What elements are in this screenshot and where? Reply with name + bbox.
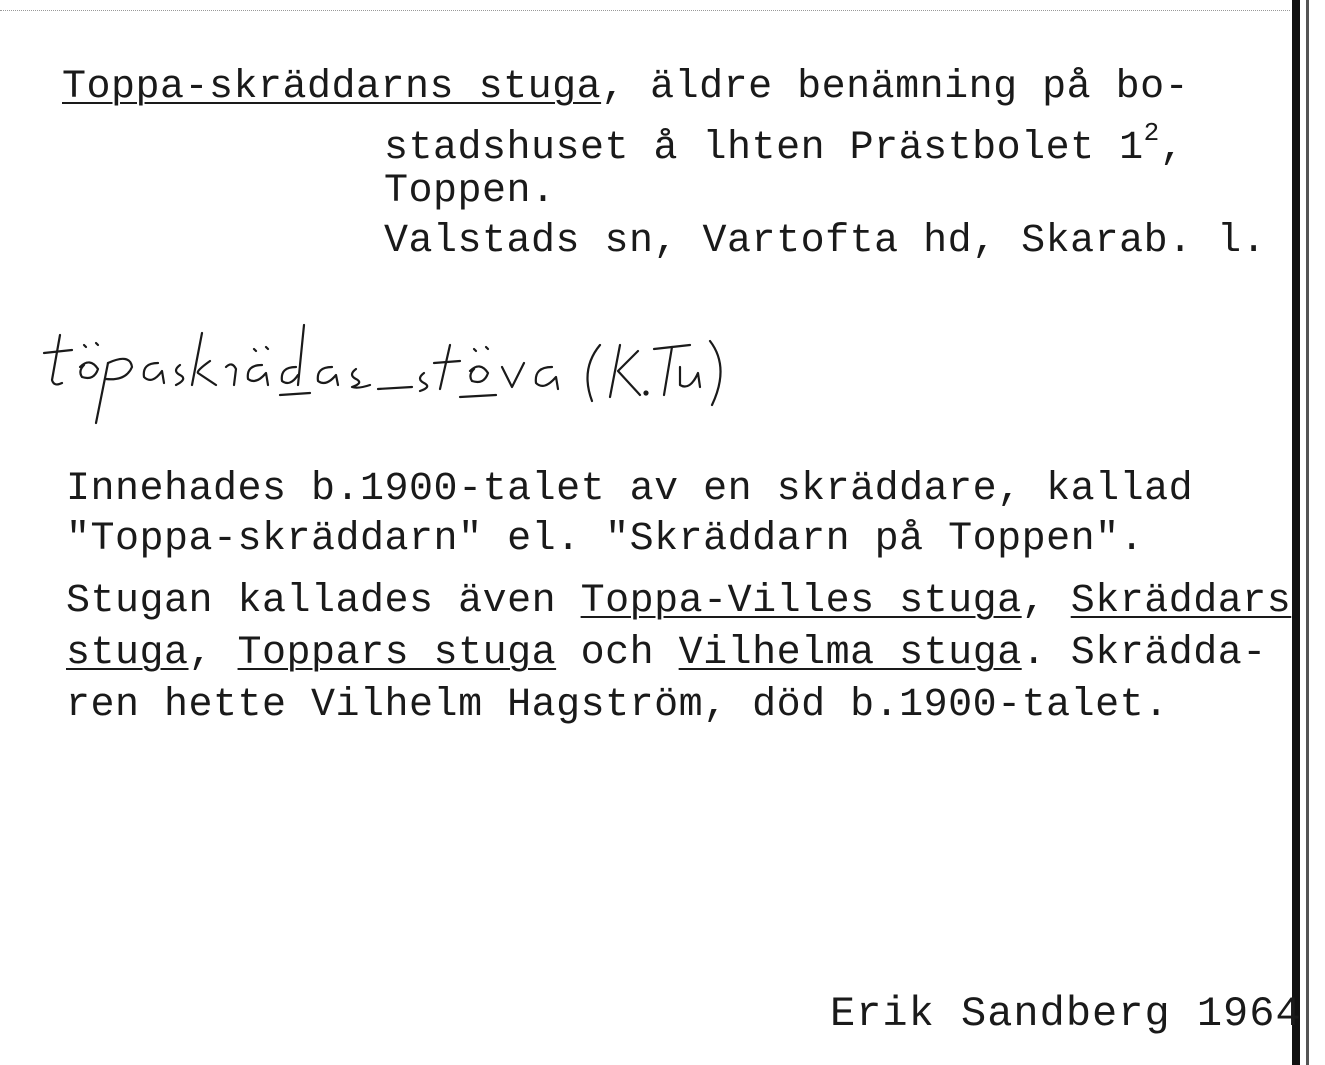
body-line-3 <box>66 579 1292 624</box>
body-line-4 <box>66 631 1267 676</box>
alt-name-skraddars-stuga-part1: Skräddars <box>1070 579 1292 624</box>
alt-name-vilhelma-stuga: Vilhelma stuga <box>678 631 1022 676</box>
alt-name-skraddars-stuga-part2: stuga <box>66 631 189 676</box>
body-line-1: Innehades b.1900-talet av en skräddare, kallad <box>66 467 1194 512</box>
entry-title: Toppa-skräddarns stuga <box>62 65 602 110</box>
scan-edge-top <box>0 10 1290 14</box>
entry-line-2-superscript: 2 <box>1143 118 1160 148</box>
entry-line-2-tail: , <box>1159 126 1185 171</box>
scan-edge-right-inner <box>1306 0 1309 1065</box>
entry-line-2 <box>384 120 1184 169</box>
entry-line-1-rest: , äldre benämning på bo- <box>601 65 1190 110</box>
alt-name-toppars-stuga: Toppars stuga <box>237 631 557 676</box>
body-line-2: "Toppa-skräddarn" el. "Skräddarn på Toppen". <box>66 517 1145 562</box>
entry-line-2-text: stadshuset å lhten Prästbolet 1 <box>384 126 1144 171</box>
body-line-5: ren hette Vilhelm Hagström, död b.1900-talet. <box>66 683 1169 728</box>
body-line-4-tail: . Skrädda- <box>1021 631 1267 676</box>
entry-line-1 <box>62 65 1190 110</box>
body-line-3-sep: , <box>1021 579 1071 624</box>
handwritten-pronunciation <box>40 305 1050 425</box>
entry-line-3: Toppen. <box>384 169 556 214</box>
entry-line-4: Valstads sn, Vartofta hd, Skarab. l. <box>384 219 1267 264</box>
body-line-4-sep: , <box>188 631 238 676</box>
body-line-3-text: Stugan kallades även <box>66 579 581 624</box>
body-line-4-och: och <box>556 631 679 676</box>
signature: Erik Sandberg 1964 <box>830 990 1302 1038</box>
alt-name-toppa-villes-stuga: Toppa-Villes stuga <box>580 579 1022 624</box>
scan-edge-right <box>1292 0 1300 1065</box>
